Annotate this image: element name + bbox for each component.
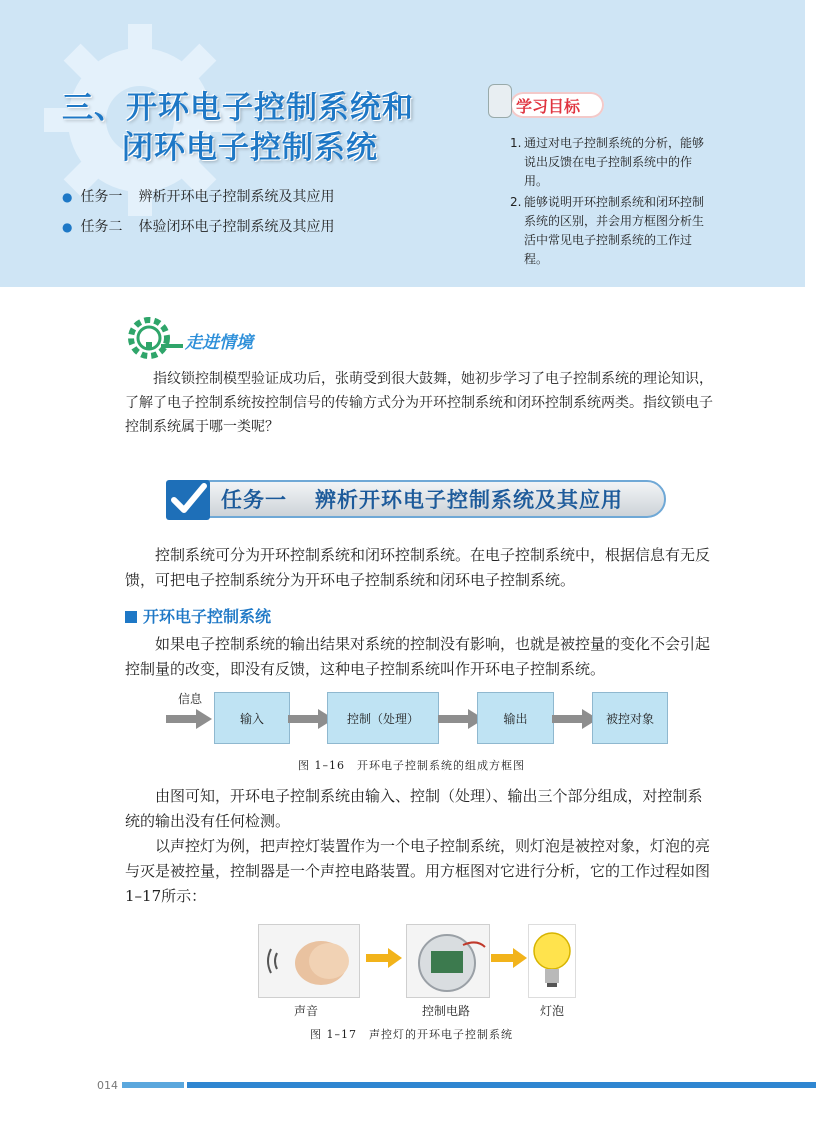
circuit-board-image	[406, 924, 490, 998]
task-banner-badge	[166, 480, 210, 520]
page-footer	[0, 1074, 816, 1098]
task-list-item	[62, 212, 334, 242]
bullet-icon: ●	[62, 220, 73, 234]
chapter-header	[0, 0, 805, 287]
learning-goals-badge	[488, 82, 608, 122]
task-name: 任务二	[80, 219, 123, 235]
task-banner-title: 辨析开环电子控制系统及其应用	[315, 488, 623, 512]
figure-label: 声音	[294, 1004, 319, 1018]
diagram-block: 输出	[477, 692, 554, 744]
diagram-block: 控制（处理）	[327, 692, 439, 744]
task-name: 任务一	[80, 189, 123, 205]
task-banner-name: 任务一	[221, 488, 287, 512]
circuit-icon	[407, 925, 489, 997]
footer-bar	[187, 1082, 816, 1088]
arrow-right-icon	[166, 708, 212, 730]
body-paragraph: 控制系统可分为开环控制系统和闭环控制系统。在电子控制系统中，根据信息有无反馈，可把电子控制系统分为开环电子控制系统和闭环电子控制系统。	[125, 546, 711, 589]
learning-goal-item	[510, 134, 710, 191]
checkmark-icon	[166, 480, 210, 520]
learning-goals-pill	[510, 92, 604, 118]
goal-number: 1.	[510, 136, 522, 150]
block-diagram	[166, 690, 686, 750]
task-banner	[166, 476, 670, 522]
goal-text: 能够说明开环控制系统和闭环控制系统的区别，并会用方框图分析生活中常见电子控制系统的工作过程。	[524, 195, 705, 266]
clapping-hands-image	[258, 924, 360, 998]
gear-lightbulb-icon	[125, 314, 183, 362]
intro-label: 走进情境	[185, 333, 253, 353]
light-bulb-icon	[529, 925, 575, 997]
arrow-right-icon	[366, 948, 402, 968]
figure-label: 控制电路	[422, 1004, 471, 1018]
task-title: 体验闭环电子控制系统及其应用	[138, 219, 335, 235]
bullet-icon: ●	[62, 190, 73, 204]
diagram-block: 输入	[214, 692, 290, 744]
body-paragraph: 如果电子控制系统的输出结果对系统的控制没有影响，也就是被控量的变化不会引起控制量的改变，即没有反馈，这种电子控制系统叫作开环电子控制系统。	[125, 635, 711, 678]
learning-goal-item	[510, 193, 710, 269]
footer-bar	[122, 1082, 184, 1088]
figure-label: 灯泡	[540, 1004, 565, 1018]
page-number: 014	[97, 1079, 118, 1092]
arrow-right-icon	[491, 948, 527, 968]
input-signal-label: 信息	[178, 692, 203, 706]
task-list	[62, 182, 334, 242]
figure-caption: 图 1–16 开环电子控制系统的组成方框图	[298, 759, 525, 772]
sound-light-figure	[258, 924, 578, 1024]
light-bulb-image	[528, 924, 576, 998]
square-bullet-icon	[125, 611, 137, 623]
body-paragraph: 由图可知，开环电子控制系统由输入、控制（处理）、输出三个部分组成，对控制系统的输出没有任何检测。	[125, 787, 703, 830]
learning-goals-list	[510, 134, 710, 271]
task-list-item	[62, 182, 334, 212]
section-subheading	[125, 604, 271, 627]
chapter-title-line1: 三、开环电子控制系统和	[62, 90, 414, 126]
task-banner-text	[221, 484, 623, 514]
diagram-block: 被控对象	[592, 692, 668, 744]
goal-text: 通过对电子控制系统的分析，能够说出反馈在电子控制系统中的作用。	[524, 136, 705, 188]
intro-paragraph: 指纹锁控制模型验证成功后，张萌受到很大鼓舞，她初步学习了电子控制系统的理论知识，了解了电子控制系统按控制信号的传输方式分为开环控制系统和闭环控制系统两类。指纹锁电子控制系统属于哪一类呢？	[125, 371, 713, 435]
goal-number: 2.	[510, 195, 522, 209]
task-title: 辨析开环电子控制系统及其应用	[138, 189, 335, 205]
figure-caption: 图 1–17 声控灯的开环电子控制系统	[310, 1028, 513, 1041]
learning-goals-label: 学习目标	[516, 97, 581, 116]
body-paragraph: 以声控灯为例，把声控灯装置作为一个电子控制系统，则灯泡是被控对象，灯泡的亮与灭是被控量，控制器是一个声控电路装置。用方框图对它进行分析，它的工作过程如图1–17所示：	[125, 837, 711, 905]
chapter-title-line2: 闭环电子控制系统	[122, 130, 378, 166]
sound-wave-icon	[259, 925, 359, 997]
section-subheading-text: 开环电子控制系统	[143, 607, 272, 626]
chapter-title	[62, 88, 414, 168]
robot-icon	[488, 84, 512, 118]
